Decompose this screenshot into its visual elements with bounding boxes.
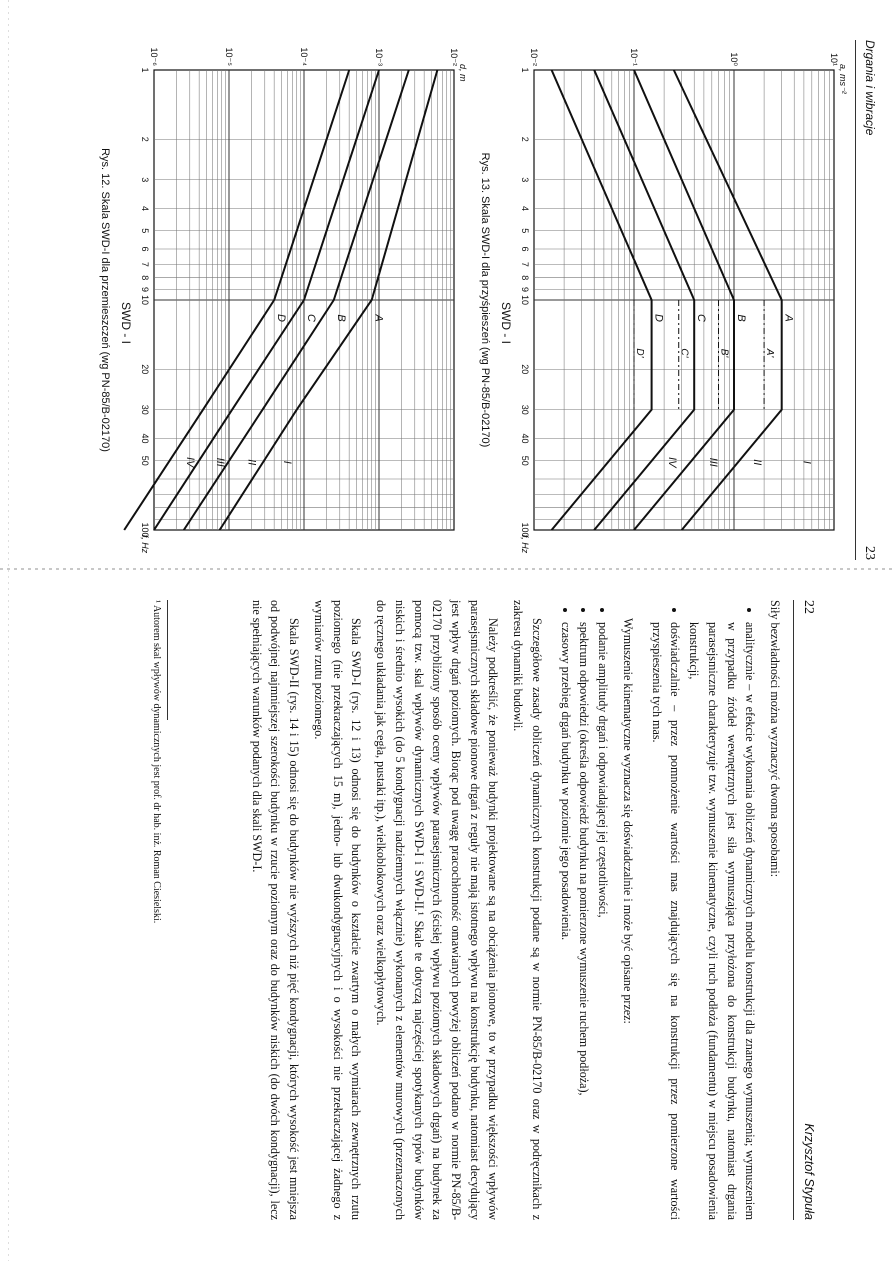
- x-tick-label: 30: [140, 404, 150, 415]
- zone-label: II: [245, 459, 258, 466]
- y-axis-label: a, ms⁻²: [838, 64, 848, 94]
- x-tick-label: 100: [140, 522, 150, 538]
- paragraph: Szczegółowe zasady obliczeń dynamicznych konstrukcji podane są w normie PN-85/B-02170 oraz w podręcznikach z zakresu dynamiki budowli.: [511, 600, 544, 1220]
- x-tick-label: 3: [140, 177, 150, 183]
- series-label: B: [735, 314, 747, 322]
- series-label: A: [782, 314, 795, 322]
- zone-label: III: [707, 457, 720, 467]
- y-tick-label: 10⁻³: [374, 48, 384, 66]
- x-tick-label: 4: [520, 205, 530, 211]
- paragraph: Wymuszenie kinematyczne wyznacza się doświadczalnie i może być opisane przez:: [620, 618, 635, 1024]
- zone-label: IV: [665, 457, 678, 468]
- intro-paragraph: Siły bezwładności można wyznaczyć dwoma sposobami:: [768, 600, 782, 878]
- zone-label: I: [281, 460, 294, 464]
- x-tick-label: 8: [140, 275, 150, 281]
- scale-label: SWD - I: [119, 302, 133, 344]
- x-tick-label: 6: [140, 246, 150, 252]
- zone-label: IV: [184, 457, 197, 468]
- list-item: • podanie amplitudy drgań i odpowiadającej jej częstotliwości,: [593, 622, 612, 1220]
- x-tick-label: 10: [520, 294, 530, 306]
- chart-acceleration: [479, 48, 848, 554]
- method-list: [647, 600, 759, 1220]
- list-item: • spektrum odpowiedzi (określa odpowiedź budynku na pomierzone wymuszenie ruchem podłoża),: [575, 622, 594, 1220]
- zone-label: I: [800, 460, 813, 464]
- footnote-rule: [167, 600, 168, 720]
- y-tick-label: 10⁰: [729, 52, 739, 66]
- x-tick-label: 50: [140, 455, 150, 466]
- y-tick-label: 10⁻¹: [629, 48, 639, 66]
- x-tick-label: 5: [520, 228, 530, 234]
- x-tick-label: 8: [520, 275, 530, 281]
- x-tick-label: 1: [520, 67, 530, 73]
- x-tick-label: 9: [140, 286, 150, 292]
- x-tick-label: 10: [140, 294, 150, 306]
- dashed-level-label: B': [718, 348, 730, 358]
- x-tick-label: 100: [520, 522, 530, 538]
- chart-displacement: [99, 47, 468, 553]
- author-name: Krzysztof Stypuła: [802, 1123, 816, 1220]
- y-tick-label: 10¹: [829, 52, 839, 66]
- x-tick-label: 7: [520, 261, 530, 267]
- y-tick-label: 10⁻⁵: [224, 47, 234, 66]
- x-tick-label: 5: [140, 228, 150, 234]
- x-tick-label: 2: [140, 136, 150, 142]
- dashed-level-label: C': [678, 348, 690, 358]
- series-label: B: [334, 314, 347, 322]
- series-label: D: [275, 314, 288, 322]
- right-page: [90, 40, 880, 560]
- paragraph: Należy podkreślić, że ponieważ budynki projektowane są na obciążenia pionowe, to w przypadku większości wpływów parasejsmicznych składowe pionowe drgań z reguły nie mają istotnego wpływu na konstrukcję budynku, natomiast decydujący jest wpływ drgań poziomych. Biorąc pod uwagę pracochłonność omawianych powyżej obliczeń podano w normie PN-85/B-02170 przybliżony sposób oceny wpływów parasejsmicznych (ścisłej wpływu poziomych składowych drgań) na budynek za pomocą tzw. skal wpływów dynamicznych SWD-I i SWD-II.¹ Skale te dotyczą najczęściej spotykanych typów budynków niskich i średnio wysokich (do 5 kondygnacji nadziemnych włącznie) wykonanych z elementów murowych (przeznaczonych do ręcznego układania jak cegła, pustaki itp.), wielkoblokowych oraz wielkopłytowych.: [374, 600, 501, 1220]
- page-fold: [0, 568, 892, 570]
- x-tick-label: 50: [520, 455, 530, 466]
- y-tick-label: 10⁻²: [449, 48, 459, 66]
- x-tick-label: 7: [140, 261, 150, 267]
- series-label: C: [305, 314, 317, 322]
- page-header: [855, 40, 880, 560]
- series-label: A: [372, 314, 385, 322]
- figure-caption: Rys. 12. Skala SWD-I dla przemieszczeń (wg PN-85/B-02170): [99, 148, 111, 452]
- dashed-level-label: D': [634, 348, 645, 358]
- list-item: • czasowy przebieg drgań budynku w poziomie jego posadowienia.: [556, 622, 575, 1220]
- scan-edge: [8, 0, 9, 1261]
- series-label: C: [695, 314, 708, 322]
- zone-label: III: [213, 457, 226, 467]
- x-tick-label: 40: [520, 433, 530, 444]
- x-tick-label: 3: [520, 177, 530, 183]
- left-page: [100, 600, 820, 1220]
- zone-label: II: [750, 459, 763, 466]
- x-tick-label: 30: [520, 404, 530, 415]
- x-tick-label: 2: [520, 136, 530, 142]
- figure-caption: Rys. 13. Skala SWD-I dla przyśpieszeń (wg PN-85/B-02170): [479, 152, 491, 448]
- list-item: • analitycznie – w efekcie wykonania obliczeń dynamicznych modelu konstrukcji dla znanego wymuszenia; wymuszeniem w przypadku źródeł wewnętrznych jest siła wymuszająca przyłożona do konstrukcji budynku, natomiast drgania parasejsmiczne charakteryzuje tzw. wymuszenie kinematyczne, czyli ruch podłoża (fundamentu) w miejscu posadowienia konstrukcji,: [684, 622, 759, 1220]
- page-header: [793, 600, 820, 1220]
- x-tick-label: 40: [140, 433, 150, 444]
- x-axis-label: f, Hz: [140, 534, 150, 554]
- x-tick-label: 9: [520, 286, 530, 292]
- page-number: 22: [801, 600, 816, 614]
- list-item: • doświadczalnie – przez pomnożenie wartości mas znajdujących się na konstrukcji przez pomierzone wartości przyspieszenia tych mas.: [647, 622, 684, 1220]
- paragraph: Skala SWD-I (rys. 12 i 13) odnosi się do budynków o kształcie zwartym o małych wymiarach zewnętrznych rzutu poziomego (nie przekraczających 15 m), jedno- lub dwukondygnacyjnych i o wysokości nie przekraczającej żadnego z wymiarów rzutu poziomego.: [311, 600, 364, 1220]
- page-number: 23: [862, 546, 877, 560]
- excitation-list: [556, 600, 612, 1220]
- footnote: ¹ Autorem skal wpływów dynamicznych jest prof. dr hab. inż. Roman Ciesielski.: [151, 600, 162, 924]
- y-tick-label: 10⁻⁶: [149, 47, 159, 66]
- scale-label: SWD - I: [499, 302, 513, 344]
- page-body: [241, 600, 784, 1220]
- x-tick-label: 1: [140, 67, 150, 73]
- section-title: Drgania i wibracje: [863, 40, 877, 136]
- y-axis-label: d, m: [458, 64, 468, 82]
- x-tick-label: 4: [140, 205, 150, 211]
- x-tick-label: 20: [140, 364, 150, 375]
- dashed-level-label: A': [764, 348, 776, 358]
- y-tick-label: 10⁻²: [529, 48, 539, 66]
- paragraph: Skala SWD-II (rys. 14 i 15) odnosi się do budynków nie wyższych niż pięć kondygnacji, których wysokość jest mniejsza od podwójnej najmniejszej szerokości budynku w rzucie poziomym oraz do budynków niskich (do dwóch kondygnacji), lecz nie spełniających warunków podanych dla skali SWD-I.: [249, 600, 302, 1220]
- x-axis-label: f, Hz: [520, 534, 530, 554]
- series-label: D: [652, 314, 665, 322]
- charts-area: [90, 40, 854, 560]
- y-tick-label: 10⁻⁴: [299, 47, 309, 66]
- x-tick-label: 6: [520, 246, 530, 252]
- x-tick-label: 20: [520, 364, 530, 375]
